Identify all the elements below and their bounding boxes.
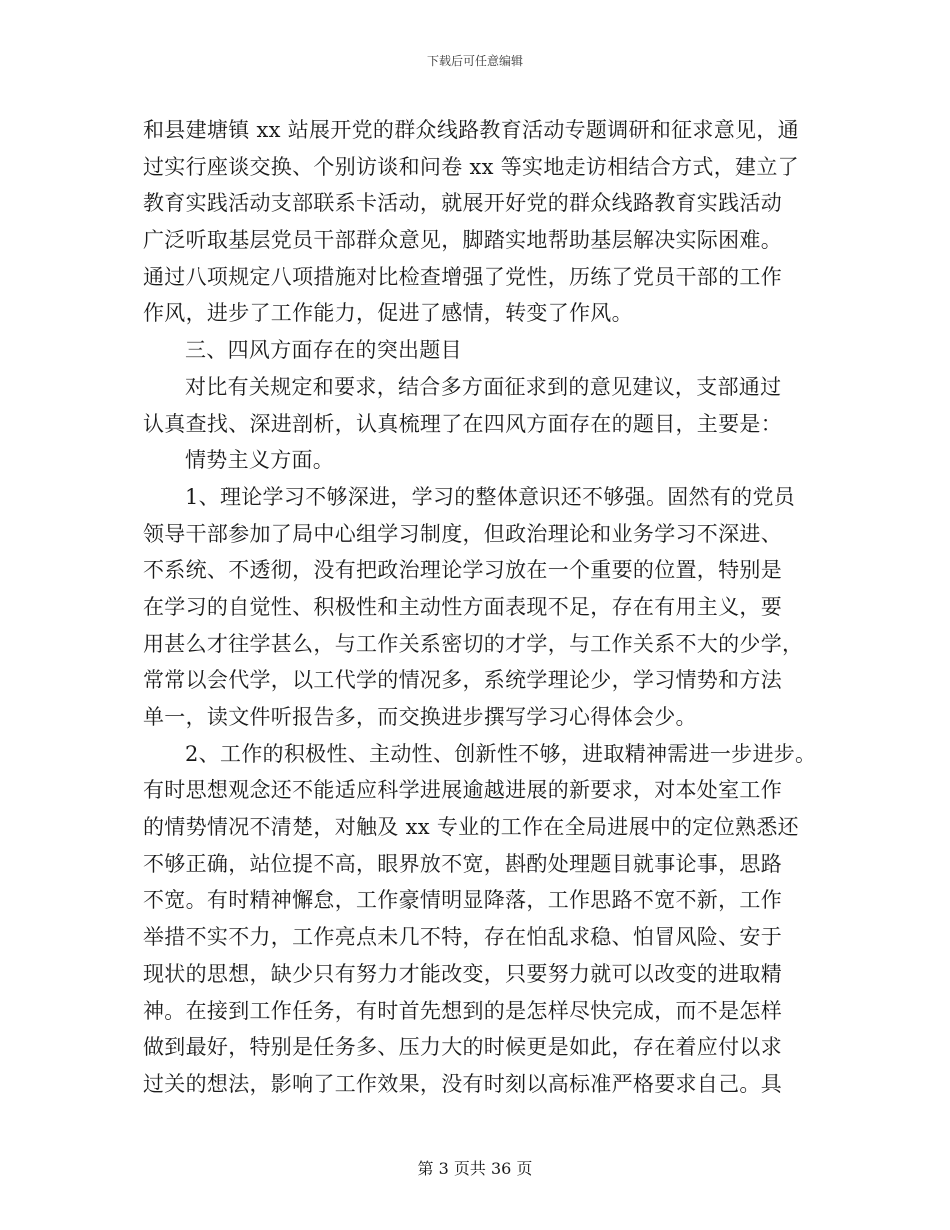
text-line: 用甚么才往学甚么，与工作关系密切的才学，与工作关系不大的少学， <box>143 631 804 656</box>
document-body <box>143 112 823 1103</box>
page-header-note: 下载后可任意编辑 <box>426 54 523 68</box>
text-line: 不够正确，站位提不高，眼界放不宽，斟酌处理题目就事论事，思路 <box>143 851 782 876</box>
text-line: 神。在接到工作任务，有时首先想到的是怎样尽快完成，而不是怎样 <box>143 998 782 1023</box>
text-line: 2、工作的积极性、主动性、创新性不够，进取精神需进一步进步。 <box>185 741 817 766</box>
text-line: 的情势情况不清楚，对触及 xx 专业的工作在全局进展中的定位熟悉还 <box>143 815 799 840</box>
text-line: 过实行座谈交换、个别访谈和问卷 xx 等实地走访相结合方式，建立了 <box>143 154 799 179</box>
text-line: 有时思想观念还不能适应科学进展逾越进展的新要求，对本处室工作 <box>143 778 782 803</box>
text-line: 领导干部参加了局中心组学习制度，但政治理论和业务学习不深进、 <box>143 521 782 546</box>
page-number: 第 3 页共 36 页 <box>417 1159 533 1178</box>
text-line: 对比有关规定和要求，结合多方面征求到的意见建议，支部通过 <box>185 374 782 399</box>
text-line: 现状的思想，缺少只有努力才能改变，只要努力就可以改变的进取精 <box>143 961 782 986</box>
text-line: 不宽。有时精神懈怠，工作豪情明显降落，工作思路不宽不新，工作 <box>143 888 782 913</box>
text-line: 教育实践活动支部联系卡活动，就展开好党的群众线路教育实践活动 <box>143 191 782 216</box>
text-line: 1、理论学习不够深进，学习的整体意识还不够强。固然有的党员 <box>185 484 796 509</box>
text-line: 不系统、不透彻，没有把政治理论学习放在一个重要的位置，特别是 <box>143 558 782 583</box>
text-line: 单一，读文件听报告多，而交换进步撰写学习心得体会少。 <box>143 705 697 729</box>
text-line: 在学习的自觉性、积极性和主动性方面表现不足，存在有用主义，要 <box>143 594 782 619</box>
text-line: 常常以会代学，以工代学的情况多，系统学理论少，学习情势和方法 <box>143 668 782 693</box>
text-line: 举措不实不力，工作亮点未几不特，存在怕乱求稳、怕冒风险、安于 <box>143 925 782 950</box>
text-line: 情势主义方面。 <box>185 448 335 473</box>
text-line: 通过八项规定八项措施对比检查增强了党性，历练了党员干部的工作 <box>143 264 782 289</box>
text-line: 过关的想法，影响了工作效果，没有时刻以高标准严格要求自己。具 <box>143 1071 782 1096</box>
text-line: 认真查找、深进剖析，认真梳理了在四风方面存在的题目，主要是： <box>143 411 782 436</box>
text-line: 三、四风方面存在的突出题目 <box>185 338 462 363</box>
text-line: 广泛听取基层党员干部群众意见，脚踏实地帮助基层解决实际困难。 <box>143 228 782 253</box>
text-line: 做到最好，特别是任务多、压力大的时候更是如此，存在着应付以求 <box>143 1035 782 1060</box>
text-line: 作风，进步了工作能力，促进了感情，转变了作风。 <box>143 301 633 326</box>
text-line: 和县建塘镇 xx 站展开党的群众线路教育活动专题调研和征求意见，通 <box>143 118 799 142</box>
